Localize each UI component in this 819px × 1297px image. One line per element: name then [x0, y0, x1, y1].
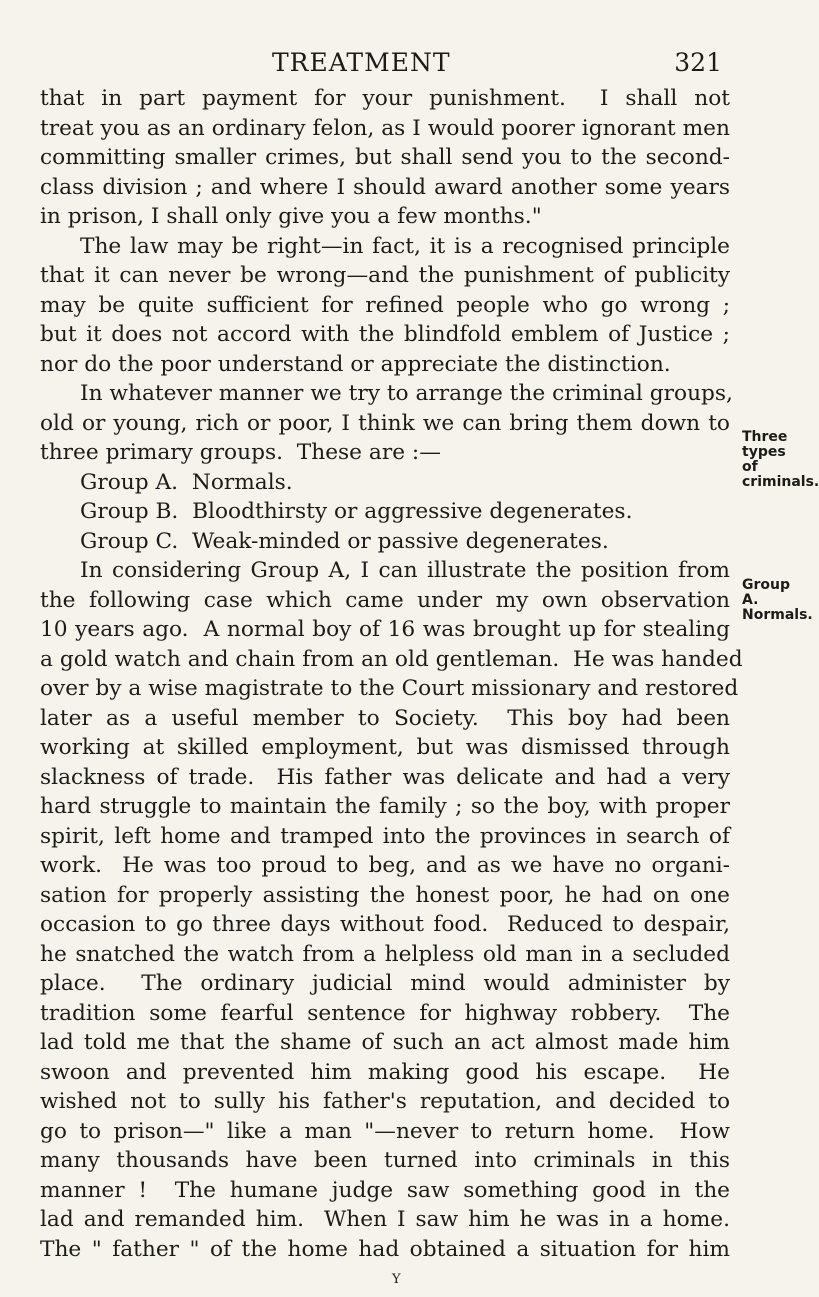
text-line: may be quite sufficient for refined people who go wrong ;	[40, 292, 730, 318]
text-line: lad told me that the shame of such an act almost made him	[40, 1030, 730, 1055]
text-line: many thousands have been turned into criminals in this	[40, 1148, 730, 1173]
text-line: three primary groups. These are :—	[40, 440, 441, 465]
text-line: later as a useful member to Society. This boy had been	[40, 705, 730, 731]
text-line: manner ! The humane judge saw something good in the	[40, 1177, 730, 1203]
text-line: go to prison—" like a man "—never to return home. How	[40, 1118, 730, 1144]
body-text	[40, 84, 743, 1264]
text-line: place. The ordinary judicial mind would administer by	[40, 971, 730, 996]
text-line: old or young, rich or poor, I think we can bring them down to	[40, 410, 730, 436]
text-line: over by a wise magistrate to the Court missionary and restored	[40, 676, 739, 701]
text-line: work. He was too proud to beg, and as we have no organi-	[40, 853, 730, 878]
marginal-note-line: Three	[742, 429, 788, 445]
signature-mark: Y	[392, 1272, 401, 1287]
text-line: he snatched the watch from a helpless old man in a secluded	[40, 941, 730, 967]
text-line: in prison, I shall only give you a few months."	[40, 204, 542, 229]
text-line: but it does not accord with the blindfold emblem of Justice ;	[40, 322, 730, 347]
text-line: committing smaller crimes, but shall send you to the second-	[40, 145, 730, 170]
text-line: treat you as an ordinary felon, as I would poorer ignorant men	[40, 115, 730, 141]
text-line: class division ; and where I should award another some years	[40, 174, 730, 200]
text-line: working at skilled employment, but was dismissed through	[40, 735, 730, 760]
marginal-note-three-types	[742, 429, 819, 490]
text-line: Group B. Bloodthirsty or aggressive degenerates.	[80, 499, 633, 524]
text-line: lad and remanded him. When I saw him he was in a home.	[40, 1207, 730, 1232]
text-line: spirit, left home and tramped into the provinces in search of	[40, 823, 730, 849]
marginal-note-line: criminals.	[742, 474, 819, 490]
running-title: TREATMENT	[272, 48, 451, 77]
text-line: slackness of trade. His father was delicate and had a very	[40, 764, 730, 790]
page-number: 321	[674, 48, 722, 77]
marginal-note-line: Group A.	[742, 577, 791, 608]
marginal-note-group-a	[742, 577, 813, 623]
text-line: that in part payment for your punishment. I shall not	[40, 86, 730, 111]
text-line: The " father " of the home had obtained a situation for him	[40, 1236, 730, 1262]
text-line: hard struggle to maintain the family ; so the boy, with proper	[40, 794, 730, 819]
text-line: In whatever manner we try to arrange the criminal groups,	[80, 381, 733, 406]
text-line: Group C. Weak-minded or passive degenerates.	[80, 528, 609, 554]
text-line: swoon and prevented him making good his escape. He	[40, 1059, 730, 1085]
text-line: wished not to sully his father's reputation, and decided to	[40, 1089, 730, 1114]
text-line: tradition some fearful sentence for highway robbery. The	[40, 1000, 730, 1026]
text-line: sation for properly assisting the honest poor, he had on one	[40, 882, 730, 908]
text-line: Group A. Normals.	[80, 469, 293, 495]
text-line: nor do the poor understand or appreciate the distinction.	[40, 351, 671, 377]
text-line: a gold watch and chain from an old gentleman. He was handed	[40, 646, 743, 672]
text-line: 10 years ago. A normal boy of 16 was brought up for stealing	[40, 617, 730, 642]
marginal-note-line: Normals.	[742, 607, 813, 623]
text-line: the following case which came under my own observation	[40, 587, 730, 613]
text-line: The law may be right—in fact, it is a recognised principle	[80, 233, 730, 259]
text-line: occasion to go three days without food. Reduced to despair,	[40, 912, 730, 937]
text-line: that it can never be wrong—and the punishment of publicity	[40, 263, 730, 288]
running-header	[40, 48, 722, 78]
marginal-note-line: types of	[742, 444, 786, 475]
text-line: In considering Group A, I can illustrate the position from	[80, 558, 730, 583]
